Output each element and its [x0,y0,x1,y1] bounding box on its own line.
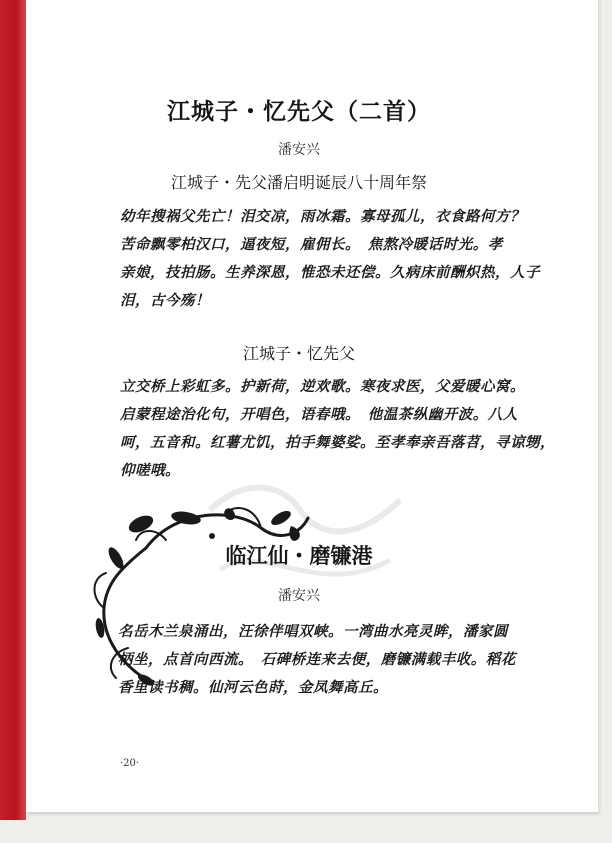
poem-line: 启蒙程途治化句，开唱色，语春哦。 他温茶纵幽开波。八人 [120,406,518,423]
poem-1-text [120,203,570,315]
poem-3-author: 潘安兴 [278,588,320,604]
poem-line: 香里读书稠。仙河云色莳，金凤舞高丘。 [118,679,388,696]
author-name: 潘安兴 [278,142,320,158]
poem-line: 立交桥上彩虹多。护新荷，逆欢歌。寒夜求医，父爱暖心窝。 [120,378,525,395]
poem-3-title: 临江仙・磨镰港 [225,543,373,568]
poem-2-subtitle: 江城子・忆先父 [242,344,355,363]
poem-line: 柄坐，点首向西流。 石碑桥连来去便，磨镰满载丰收。稻花 [118,651,516,668]
page-edge [598,0,604,812]
poem-line: 泪，古今殇！ [120,292,210,309]
page-number: ·20· [120,758,140,769]
poem-line: 名岳木兰泉涌出，汪徐伴唱双峡。一湾曲水亮灵眸，潘家圆 [118,623,508,640]
poem-1-subtitle: 江城子・先父潘启明诞辰八十周年祭 [170,173,427,192]
poem-line: 呵，五音和。红薯尤饥，拍手舞婆娑。至孝奉亲吾落苕，寻谅甥， [120,434,555,451]
poem-3-text [118,618,568,702]
poem-line: 亲娘，技拍肠。生养深恩，惟恐未还偿。久病床前酬炽热，人子 [120,264,540,281]
poem-line: 幼年搜祸父先亡！泪交凉，雨冰霜。寡母孤儿，衣食路何方？ [120,208,525,225]
poem-line: 苦命飘零柏汉口，逼夜短，雇佣长。 焦熬冷暖话时光。孝 [120,236,503,253]
poem-2-text [120,373,570,485]
poem-line: 仰嗟哦。 [120,462,180,479]
page-title: 江城子・忆先父（二首） [167,98,431,125]
